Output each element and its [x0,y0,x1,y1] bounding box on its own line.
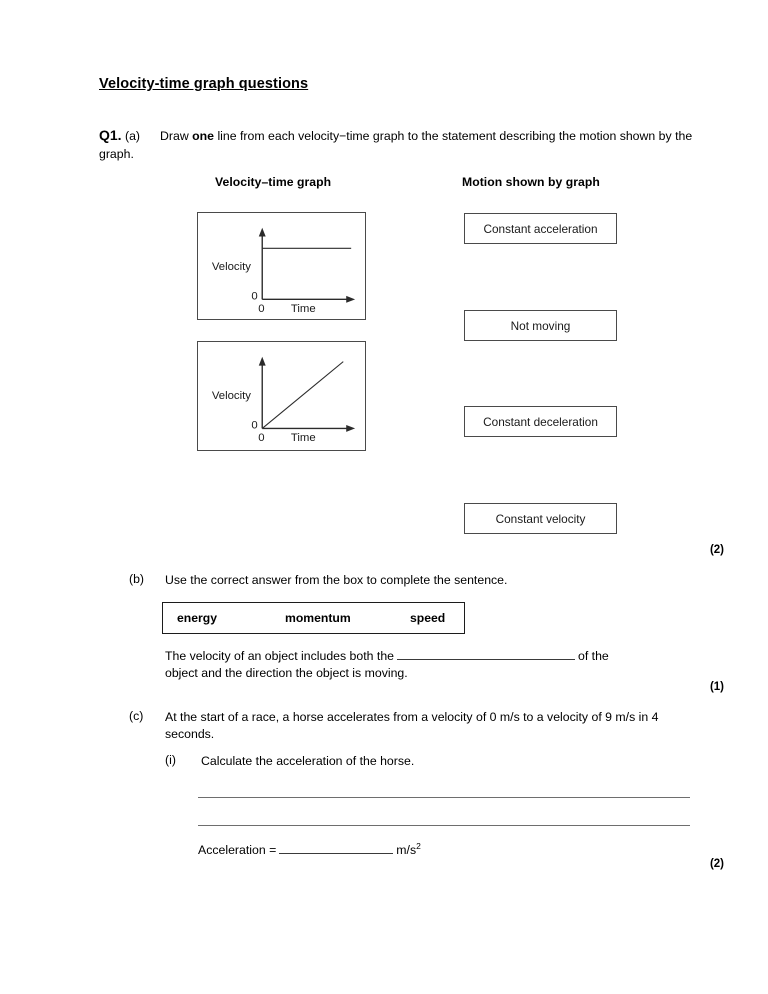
acceleration-blank-line[interactable] [279,841,393,854]
motion-statement-constant-deceleration[interactable]: Constant deceleration [464,406,617,437]
part-b-sentence-segment-3: object and the direction the object is moving. [165,666,408,681]
part-a-tag: (a) [125,129,141,143]
column-heading-velocity-time-graph: Velocity–time graph [215,175,332,189]
graph-1-origin-label-y: 0 [251,290,258,303]
marks-part-a: (2) [709,544,724,556]
graph-1-y-axis-label: Velocity [211,260,251,273]
acceleration-answer-row [198,840,421,860]
word-option-momentum[interactable]: momentum [285,611,351,625]
part-c-i-text: Calculate the acceleration of the horse. [201,754,415,768]
question-stem [99,126,704,163]
answer-rule-2[interactable] [198,825,690,826]
question-number: Q1. [99,127,122,143]
part-a-text-before: Draw [160,129,193,143]
word-option-speed[interactable]: speed [410,611,446,625]
part-c-i-tag: (i) [165,753,176,767]
acceleration-unit-exponent: 2 [416,841,421,851]
page-title: Velocity-time graph questions [99,76,309,92]
motion-statement-constant-acceleration[interactable]: Constant acceleration [464,213,617,244]
acceleration-unit-base: m/s [396,843,417,858]
graph-2-labels [198,342,365,450]
velocity-time-graph-2[interactable] [197,341,366,451]
part-a-text-after: line from each velocity−time graph to the statement describing the motion shown by the graph. [99,129,693,161]
part-b-sentence-segment-2: of the [578,649,609,663]
graph-2-y-axis-label: Velocity [211,389,251,402]
graph-2-x-axis-label: Time [290,432,316,445]
marks-part-c: (2) [709,858,724,870]
answer-word-box[interactable] [162,602,465,634]
graph-2-origin-label-y: 0 [251,419,258,432]
marks-part-b: (1) [709,681,724,693]
part-c-text: At the start of a race, a horse accelerates from a velocity of 0 m/s to a velocity of 9 m/s in 4 seconds. [165,710,659,742]
graph-1-labels [198,213,365,319]
graph-2-origin-label-x: 0 [258,432,265,445]
graph-1-origin-label-x: 0 [258,303,265,316]
motion-statement-constant-velocity[interactable]: Constant velocity [464,503,617,534]
part-b-blank-line[interactable] [397,647,575,660]
part-b-sentence-segment-1: The velocity of an object includes both the [165,649,394,663]
motion-statement-not-moving[interactable]: Not moving [464,310,617,341]
part-b-instruction: Use the correct answer from the box to complete the sentence. [165,573,508,587]
word-option-energy[interactable]: energy [177,611,217,625]
column-heading-motion-shown-by-graph: Motion shown by graph [462,175,600,189]
graph-1-x-axis-label: Time [290,303,316,316]
part-c-tag: (c) [129,709,144,723]
answer-rule-1[interactable] [198,797,690,798]
part-b-tag: (b) [129,572,145,586]
part-b-sentence [165,647,695,683]
acceleration-unit [396,843,421,857]
part-a-emphasis-word: one [192,129,215,143]
velocity-time-graph-1[interactable] [197,212,366,320]
acceleration-label: Acceleration = [198,843,277,858]
